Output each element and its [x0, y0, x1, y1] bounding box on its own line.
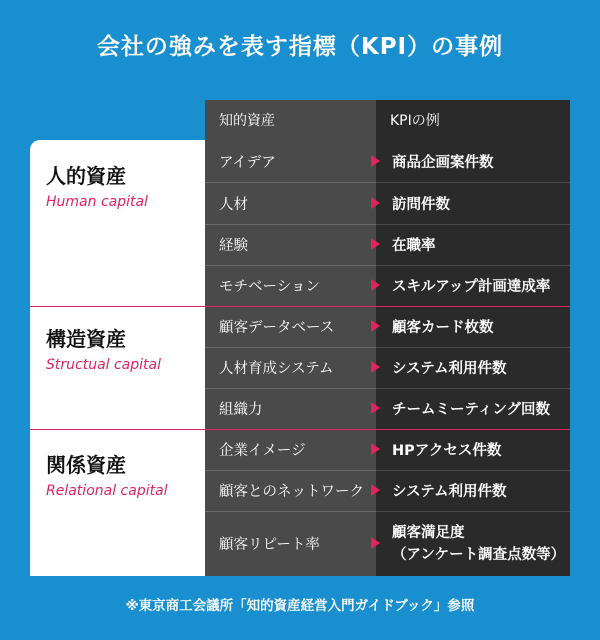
asset-cell: 企業イメージ: [219, 443, 306, 459]
kpi-cell: [376, 511, 570, 576]
asset-cell: 組織力: [219, 402, 263, 418]
category-panel: [30, 140, 205, 576]
category-jp: 構造資産: [46, 327, 126, 351]
arrow-icon: [371, 402, 380, 414]
asset-cell: 経験: [219, 238, 248, 254]
kpi-cell: 顧客カード枚数: [392, 320, 494, 336]
kpi-text-sub: （アンケート調査点数等）: [392, 546, 566, 563]
arrow-icon: [371, 155, 380, 167]
arrow-icon: [371, 537, 380, 549]
kpi-cell: チームミーティング回数: [392, 402, 551, 418]
arrow-icon: [371, 279, 380, 291]
kpi-cell: 訪問件数: [392, 196, 450, 213]
arrow-icon: [371, 361, 380, 373]
footnote: ※東京商工会議所「知的資産経営入門ガイドブック」参照: [125, 598, 475, 614]
category-divider: [30, 306, 205, 307]
category-divider: [30, 429, 205, 430]
kpi-cell: システム利用件数: [392, 361, 507, 377]
category-en: Structual capital: [46, 357, 161, 373]
category-jp: 関係資産: [46, 453, 126, 477]
kpi-text: 顧客満足度: [392, 524, 465, 541]
asset-cell: 顧客データベース: [219, 320, 335, 336]
asset-cell: 顧客リピート率: [219, 537, 320, 553]
arrow-icon: [371, 484, 380, 496]
page-title: 会社の強みを表す指標（KPI）の事例: [96, 34, 504, 60]
category-en: Relational capital: [46, 483, 168, 499]
asset-cell: アイデア: [219, 154, 276, 171]
arrow-icon: [371, 320, 380, 332]
category-en: Human capital: [46, 194, 148, 210]
asset-column: [205, 140, 376, 576]
kpi-cell: 在職率: [392, 238, 436, 254]
arrow-icon: [371, 238, 380, 250]
arrow-icon: [371, 197, 380, 209]
asset-cell: 顧客とのネットワーク: [219, 484, 364, 500]
category-jp: 人的資産: [46, 164, 126, 188]
arrow-icon: [371, 443, 380, 455]
kpi-cell: スキルアップ計画達成率: [392, 279, 551, 295]
asset-cell: モチベーション: [219, 279, 320, 295]
header-asset: 知的資産: [205, 100, 376, 140]
header-kpi: KPIの例: [376, 100, 570, 140]
kpi-column: [376, 140, 570, 576]
asset-cell: 人材: [219, 196, 248, 213]
kpi-cell: 商品企画案件数: [392, 154, 494, 171]
kpi-cell: HPアクセス件数: [392, 443, 502, 459]
asset-cell: 人材育成システム: [219, 361, 334, 377]
kpi-cell: システム利用件数: [392, 484, 507, 500]
